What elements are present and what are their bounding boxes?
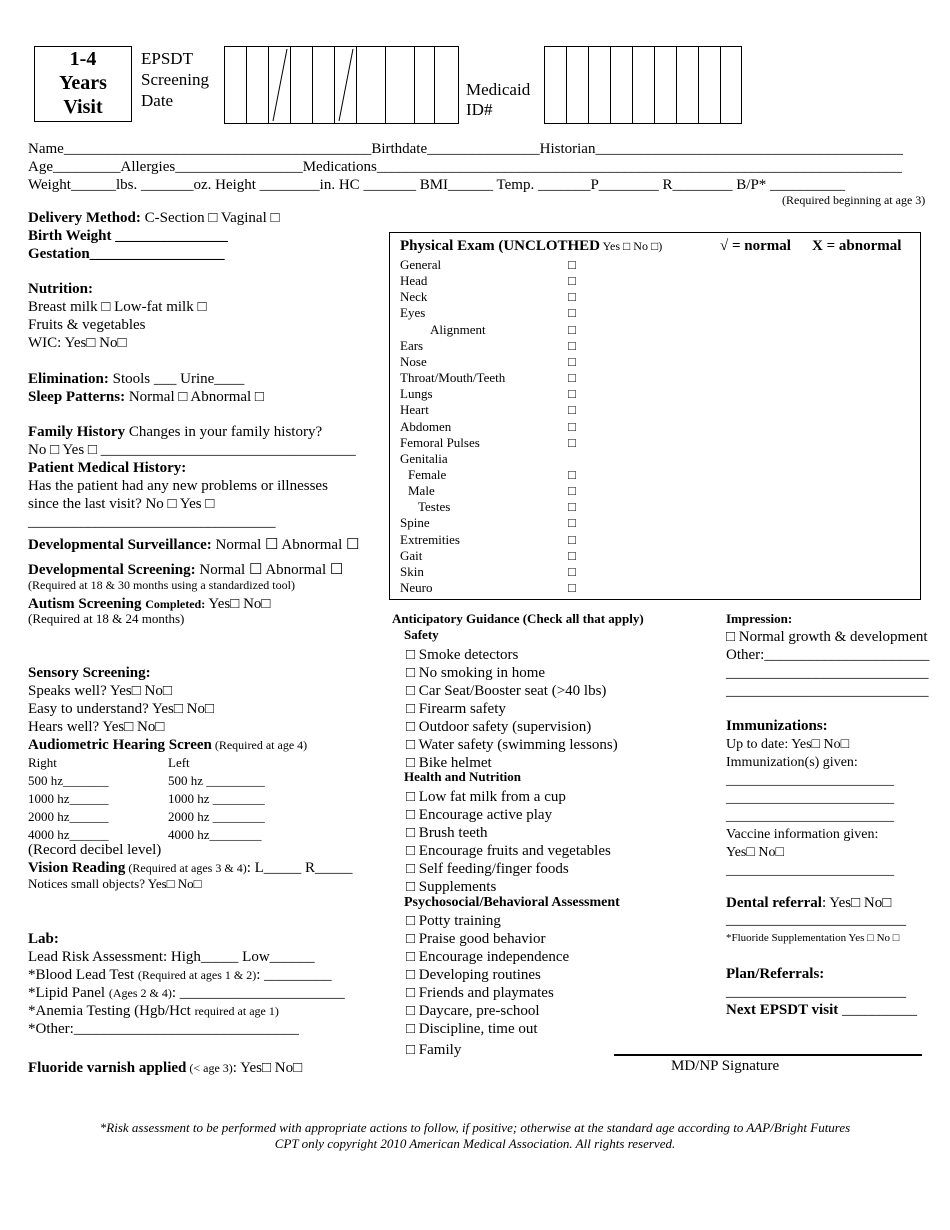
lab-lipid-field: : ______________________ xyxy=(171,985,345,1001)
notices-small-objects[interactable]: Notices small objects? Yes□ No□ xyxy=(28,876,202,891)
sensory-heading: Sensory Screening: xyxy=(28,665,151,681)
screening-label-line: Screening xyxy=(141,70,209,89)
impression-line[interactable]: ___________________________ xyxy=(726,683,929,699)
autism-options: Yes□ No□ xyxy=(205,596,271,612)
exam-item-label: Neck xyxy=(400,289,428,305)
family-history-answer[interactable]: No □ Yes □ __________________________________ xyxy=(28,442,356,458)
exam-item-label: Nose xyxy=(400,353,427,369)
family-history-question: Changes in your family history? xyxy=(125,424,323,440)
health-list xyxy=(406,788,611,896)
visit-title-line: 1-4 xyxy=(69,48,97,70)
dental-referral-label: Dental referral xyxy=(726,895,822,911)
guidance-item[interactable]: □ Water safety (swimming lessons) xyxy=(406,737,618,753)
exam-item-label: Genitalia xyxy=(400,450,448,466)
medicaid-label xyxy=(466,80,530,120)
screening-date-boxes[interactable] xyxy=(224,46,459,124)
immunization-line: Immunization(s) given: xyxy=(726,755,858,770)
vision-label: Vision Reading xyxy=(28,860,126,876)
dev-screening-label: Developmental Screening: xyxy=(28,562,196,578)
lab-heading: Lab: xyxy=(28,931,59,947)
guidance-item[interactable]: □ Supplements xyxy=(406,879,497,895)
immunization-line[interactable]: ________________________ xyxy=(726,809,894,824)
pmh-line: Has the patient had any new problems or illnesses xyxy=(28,478,328,494)
guidance-item[interactable]: □ Daycare, pre-school xyxy=(406,1003,540,1019)
audio-right-item[interactable]: 4000 hz______ xyxy=(28,827,109,842)
exam-item-label: Alignment xyxy=(430,321,486,337)
guidance-item[interactable]: □ Praise good behavior xyxy=(406,931,546,947)
impression-heading: Impression: xyxy=(726,611,793,626)
guidance-item[interactable]: □ Self feeding/finger foods xyxy=(406,861,569,877)
fluoride-varnish-options: : Yes□ No□ xyxy=(232,1060,303,1076)
lab-anemia-note: required at age 1) xyxy=(194,1004,279,1018)
audio-left-item[interactable]: 4000 hz________ xyxy=(168,827,262,842)
sensory-line[interactable]: Speaks well? Yes□ No□ xyxy=(28,683,172,699)
autism-note: (Required at 18 & 24 months) xyxy=(28,611,185,626)
guidance-item[interactable]: □ Friends and playmates xyxy=(406,985,554,1001)
exam-item-label: Skin xyxy=(400,563,424,579)
guidance-item[interactable]: □ Encourage active play xyxy=(406,807,553,823)
fluoride-supplementation[interactable]: *Fluoride Supplementation Yes □ No □ xyxy=(726,932,900,944)
exam-item-checkbox[interactable]: □ xyxy=(568,402,576,418)
sleep-label: Sleep Patterns: xyxy=(28,389,126,405)
exam-item-label: Throat/Mouth/Teeth xyxy=(400,370,506,386)
dev-surveillance-label: Developmental Surveillance: xyxy=(28,537,212,553)
psych-heading: Psychosocial/Behavioral Assessment xyxy=(404,895,620,910)
pmh-heading: Patient Medical History: xyxy=(28,460,187,476)
guidance-item[interactable]: □ Encourage fruits and vegetables xyxy=(406,843,611,859)
immunization-line[interactable]: Up to date: Yes□ No□ xyxy=(726,737,850,752)
screening-label-line: Date xyxy=(141,91,174,110)
lab-anemia[interactable] xyxy=(28,1002,279,1020)
impression-line[interactable]: ___________________________ xyxy=(726,665,929,681)
guidance-item[interactable]: □ Car Seat/Booster seat (>40 lbs) xyxy=(406,683,607,699)
medicaid-label-line: ID# xyxy=(466,100,493,119)
lab-blood-lead-field: : _________ xyxy=(256,967,332,983)
nutrition-heading: Nutrition: xyxy=(28,281,93,297)
footer-line: CPT only copyright 2010 American Medical Association. All rights reserved. xyxy=(274,1136,676,1151)
exam-item-checkbox[interactable]: □ xyxy=(568,563,576,579)
audio-left-item: Left xyxy=(168,755,190,770)
exam-item-label: Testes xyxy=(418,499,451,515)
birth-weight-field[interactable]: Birth Weight _______________ xyxy=(28,228,228,244)
immunization-line[interactable]: Yes□ No□ xyxy=(726,845,784,860)
exam-item-label: Ears xyxy=(400,337,424,353)
dev-screening[interactable] xyxy=(28,561,343,579)
dev-surveillance[interactable] xyxy=(28,536,359,554)
physical-exam-header[interactable] xyxy=(400,238,662,255)
exam-item-label: Male xyxy=(408,483,435,499)
audiometric-note: (Required at age 4) xyxy=(211,738,308,752)
exam-item-label: Head xyxy=(400,273,428,289)
visit-title-box xyxy=(34,46,132,122)
nutrition-line: Fruits & vegetables xyxy=(28,317,146,333)
autism-label-completed: Completed: xyxy=(145,597,206,611)
lab-blood-lead-note: (Required at ages 1 & 2) xyxy=(137,968,257,982)
exam-item-checkbox[interactable]: □ xyxy=(568,273,576,289)
screening-date-label xyxy=(141,48,221,111)
guidance-heading: Anticipatory Guidance (Check all that apply) xyxy=(392,611,644,626)
audio-left-col[interactable] xyxy=(168,754,265,844)
guidance-item[interactable]: □ Low fat milk from a cup xyxy=(406,789,566,805)
exam-item-checkbox[interactable]: □ xyxy=(568,547,576,563)
physical-exam-yesno: Yes □ No □) xyxy=(600,239,663,253)
delivery-label: Delivery Method: xyxy=(28,210,141,226)
audio-right-item[interactable]: 1000 hz______ xyxy=(28,791,109,806)
safety-heading: Safety xyxy=(404,627,439,642)
guidance-item[interactable]: □ Smoke detectors xyxy=(406,647,519,663)
delivery-method[interactable] xyxy=(28,209,280,227)
plan-line[interactable]: ________________________ xyxy=(726,984,906,1000)
exam-item-checkbox[interactable]: □ xyxy=(568,499,576,515)
audio-right-col[interactable] xyxy=(28,754,109,844)
dev-screening-options: Normal ☐ Abnormal ☐ xyxy=(195,562,344,578)
audiometric-label: Audiometric Hearing Screen xyxy=(28,737,212,753)
elimination-label: Elimination: xyxy=(28,371,109,387)
exam-item-label: Abdomen xyxy=(400,418,452,434)
immunization-line: Vaccine information given: xyxy=(726,827,879,842)
lab-other[interactable]: *Other:______________________________ xyxy=(28,1021,299,1037)
audio-right-item[interactable]: 500 hz_______ xyxy=(28,773,109,788)
medicaid-id-boxes[interactable] xyxy=(544,46,742,124)
fluoride-varnish[interactable] xyxy=(28,1059,302,1077)
guidance-item[interactable]: □ Brush teeth xyxy=(406,825,488,841)
demographics-line[interactable]: Age_________Allergies_________________Medications______________________________________________________________________ xyxy=(28,159,902,175)
exam-item-label: General xyxy=(400,257,442,272)
visit-title-line: Years xyxy=(59,72,107,94)
gestation-field[interactable]: Gestation__________________ xyxy=(28,246,225,262)
impression-list xyxy=(726,628,929,700)
impression-line[interactable]: □ Normal growth & development xyxy=(726,629,928,645)
guidance-item[interactable]: □ Developing routines xyxy=(406,967,541,983)
exam-item-checkbox[interactable]: □ xyxy=(568,434,576,450)
guidance-item[interactable]: □ Family xyxy=(406,1042,462,1058)
immunizations-list xyxy=(726,736,894,880)
plan-heading: Plan/Referrals: xyxy=(726,966,825,982)
lab-anemia-label: *Anemia Testing (Hgb/Hct xyxy=(28,1003,195,1019)
guidance-item[interactable]: □ Firearm safety xyxy=(406,701,506,717)
exam-item-checkbox[interactable]: □ xyxy=(568,370,576,386)
pmh-line[interactable]: since the last visit? No □ Yes □ xyxy=(28,496,215,512)
demographics-line[interactable]: Name_________________________________________Birthdate_______________Historian_________________________________________ xyxy=(28,141,903,157)
dev-surveillance-options: Normal ☐ Abnormal ☐ xyxy=(211,537,360,553)
sensory-line[interactable]: Easy to understand? Yes□ No□ xyxy=(28,701,215,717)
sensory-line[interactable]: Hears well? Yes□ No□ xyxy=(28,719,165,735)
elimination-text: Stools ___ Urine____ xyxy=(108,371,245,387)
exam-item-checkbox[interactable]: □ xyxy=(568,337,576,353)
sleep-field[interactable] xyxy=(28,388,264,406)
footer-line: *Risk assessment to be performed with appropriate actions to follow, if positive; otherwise at the standard age according to AAP/Bright Futures xyxy=(99,1120,851,1135)
exam-item-label: Femoral Pulses xyxy=(400,434,480,450)
exam-item-checkbox[interactable]: □ xyxy=(568,531,576,547)
bp-note: (Required beginning at age 3) xyxy=(782,193,926,207)
guidance-item[interactable]: □ Encourage independence xyxy=(406,949,570,965)
lab-lead-risk[interactable]: Lead Risk Assessment: High_____ Low______ xyxy=(28,949,315,965)
next-visit[interactable] xyxy=(726,1001,917,1019)
exam-item-checkbox[interactable]: □ xyxy=(568,515,576,531)
impression-line[interactable]: Other:______________________ xyxy=(726,647,930,663)
pmh-line[interactable]: _________________________________ xyxy=(28,514,276,530)
exam-item-checkbox[interactable]: □ xyxy=(568,353,576,369)
vision-reading[interactable] xyxy=(28,859,353,877)
dental-line[interactable]: ________________________ xyxy=(726,912,906,928)
nutrition-line[interactable]: Breast milk □ Low-fat milk □ xyxy=(28,299,207,315)
audio-left-item[interactable]: 500 hz _________ xyxy=(168,773,265,788)
autism-label: Autism Screening xyxy=(28,596,146,612)
exam-item-label: Spine xyxy=(400,515,430,531)
guidance-item[interactable]: □ Potty training xyxy=(406,913,501,929)
immunizations-heading: Immunizations: xyxy=(726,718,828,734)
nutrition-line[interactable]: WIC: Yes□ No□ xyxy=(28,335,127,351)
medicaid-label-line: Medicaid xyxy=(466,80,531,99)
immunization-line[interactable]: ________________________ xyxy=(726,773,894,788)
dental-referral[interactable] xyxy=(726,894,891,912)
dev-screening-note: (Required at 18 & 30 months using a standardized tool) xyxy=(28,578,295,592)
family-history xyxy=(28,423,322,441)
visit-title-line: Visit xyxy=(63,96,103,118)
exam-item-label: Lungs xyxy=(400,386,433,402)
audio-left-item[interactable]: 2000 hz ________ xyxy=(168,809,265,824)
exam-item-checkbox[interactable]: □ xyxy=(568,305,576,321)
guidance-item[interactable]: □ Outdoor safety (supervision) xyxy=(406,719,592,735)
audio-right-item[interactable]: 2000 hz______ xyxy=(28,809,109,824)
next-visit-label: Next EPSDT visit xyxy=(726,1002,839,1018)
family-history-label: Family History xyxy=(28,424,126,440)
elimination-field[interactable] xyxy=(28,370,244,388)
exam-item-label: Eyes xyxy=(400,305,426,321)
guidance-item[interactable]: □ No smoking in home xyxy=(406,665,546,681)
lab-lipid-note: (Ages 2 & 4) xyxy=(108,986,172,1000)
decibel-note: (Record decibel level) xyxy=(28,842,162,858)
immunization-line[interactable]: ________________________ xyxy=(726,791,894,806)
demographics-line[interactable]: Weight______lbs. _______oz. Height ________in. HC _______ BMI______ Temp. _______P________ R________ B/P* __________ xyxy=(28,177,846,193)
audio-left-item[interactable]: 1000 hz ________ xyxy=(168,791,265,806)
health-heading: Health and Nutrition xyxy=(404,769,522,784)
sleep-options: Normal □ Abnormal □ xyxy=(125,389,264,405)
psych-list xyxy=(406,912,569,1059)
lab-lipid[interactable] xyxy=(28,984,345,1002)
exam-item-checkbox[interactable]: □ xyxy=(568,386,576,402)
exam-item-label: Extremities xyxy=(400,531,460,547)
audio-right-item: Right xyxy=(28,755,57,770)
next-visit-line: __________ xyxy=(838,1002,917,1018)
exam-item-checkbox[interactable]: □ xyxy=(568,321,576,337)
exam-item-checkbox[interactable]: □ xyxy=(568,289,576,305)
lab-lipid-label: *Lipid Panel xyxy=(28,985,109,1001)
exam-item-checkbox[interactable]: □ xyxy=(568,418,576,434)
audiometric-heading xyxy=(28,736,307,754)
dental-referral-options: : Yes□ No□ xyxy=(821,895,892,911)
exam-item-label: Female xyxy=(408,466,447,482)
guidance-item[interactable]: □ Bike helmet xyxy=(406,755,492,771)
lab-blood-lead[interactable] xyxy=(28,966,332,984)
guidance-item[interactable]: □ Discipline, time out xyxy=(406,1021,538,1037)
exam-item-checkbox[interactable]: □ xyxy=(568,580,576,595)
vision-fields: : L_____ R_____ xyxy=(246,860,353,876)
fluoride-varnish-label: Fluoride varnish applied xyxy=(28,1060,187,1076)
fluoride-varnish-note: (< age 3) xyxy=(186,1061,233,1075)
signature-label: MD/NP Signature xyxy=(671,1058,780,1074)
lab-blood-lead-label: *Blood Lead Test xyxy=(28,967,138,983)
immunization-line[interactable]: ________________________ xyxy=(726,863,894,878)
screening-label-line: EPSDT xyxy=(141,49,193,68)
physical-exam-title: Physical Exam (UNCLOTHED xyxy=(400,238,601,254)
delivery-options: C-Section □ Vaginal □ xyxy=(140,210,280,226)
exam-item-label: Gait xyxy=(400,547,423,563)
legend-normal: √ = normal xyxy=(720,238,791,254)
exam-item-label: Heart xyxy=(400,402,429,418)
footer xyxy=(0,1120,950,1152)
safety-list xyxy=(406,646,618,772)
exam-item-checkbox[interactable]: □ xyxy=(568,483,576,499)
exam-item-checkbox[interactable]: □ xyxy=(568,466,576,482)
signature-line[interactable] xyxy=(614,1054,922,1056)
physical-exam-box xyxy=(389,232,921,600)
vision-note: (Required at ages 3 & 4) xyxy=(125,861,247,875)
exam-item-checkbox[interactable]: □ xyxy=(568,257,576,272)
legend-abnormal: X = abnormal xyxy=(812,238,902,254)
exam-item-label: Neuro xyxy=(400,580,433,595)
